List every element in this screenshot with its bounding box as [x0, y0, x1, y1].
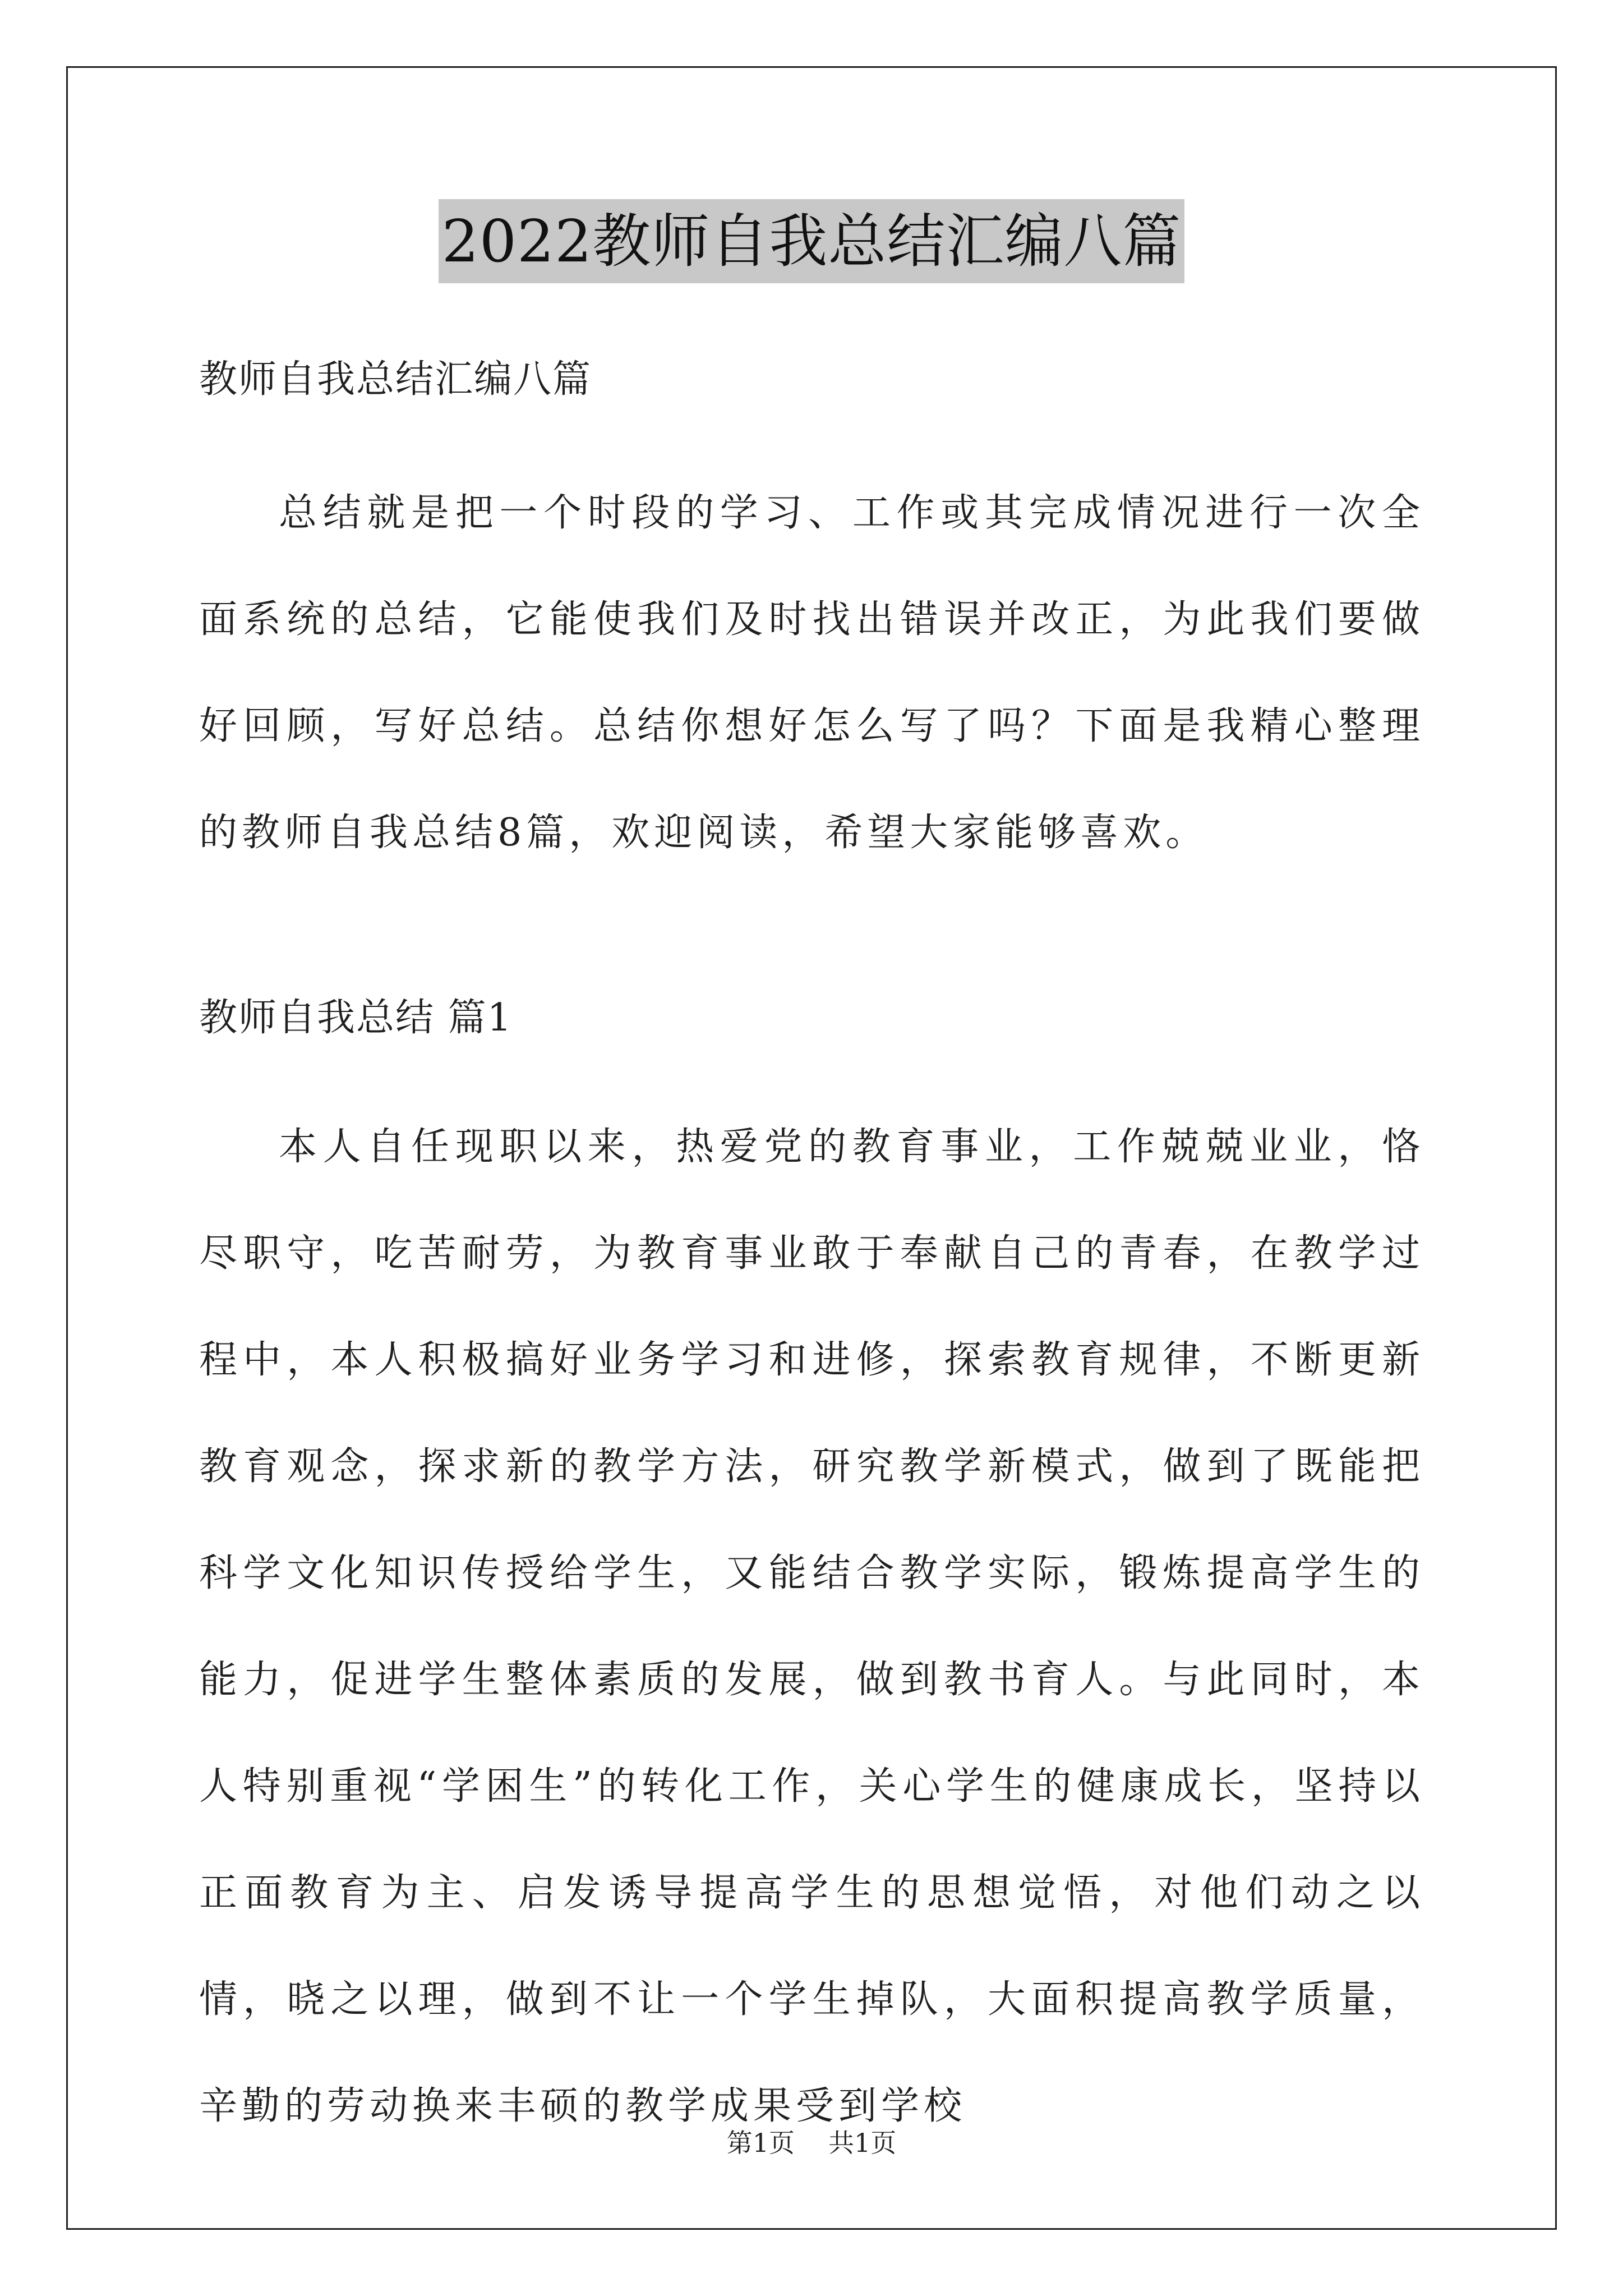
section-heading: 教师自我总结 篇1 [199, 996, 513, 1040]
title-block [0, 199, 1623, 283]
page-number-total: 共1页 [828, 2128, 897, 2158]
document-subtitle: 教师自我总结汇编八篇 [199, 357, 592, 402]
page-footer [0, 2126, 1623, 2160]
section-paragraph: 本人自任现职以来，热爱党的教育事业，工作兢兢业业，恪尽职守，吃苦耐劳，为教育事业敢于奉献自己的青春，在教学过程中，本人积极搞好业务学习和进修，探索教育规律，不断更新教育观念，探求新的教学方法，研究教学新模式，做到了既能把科学文化知识传授给学生，又能结合教学实际，锻炼提高学生的能力，促进学生整体素质的发展，做到教书育人。与此同时，本人特别重视“学困生”的转化工作，关心学生的健康成长，坚持以正面教育为主、启发诱导提高学生的思想觉悟，对他们动之以情，晓之以理，做到不让一个学生掉队，大面积提高教学质量，辛勤的劳动换来丰硕的教学成果受到学校 [199, 1125, 1424, 2128]
intro-paragraph: 总结就是把一个时段的学习、工作或其完成情况进行一次全面系统的总结，它能使我们及时找出错误并改正，为此我们要做好回顾，写好总结。总结你想好怎么写了吗？下面是我精心整理的教师自我总结8篇，欢迎阅读，希望大家能够喜欢。 [199, 491, 1424, 855]
page-number-current: 第1页 [726, 2128, 795, 2158]
document-title: 2022教师自我总结汇编八篇 [439, 199, 1185, 283]
